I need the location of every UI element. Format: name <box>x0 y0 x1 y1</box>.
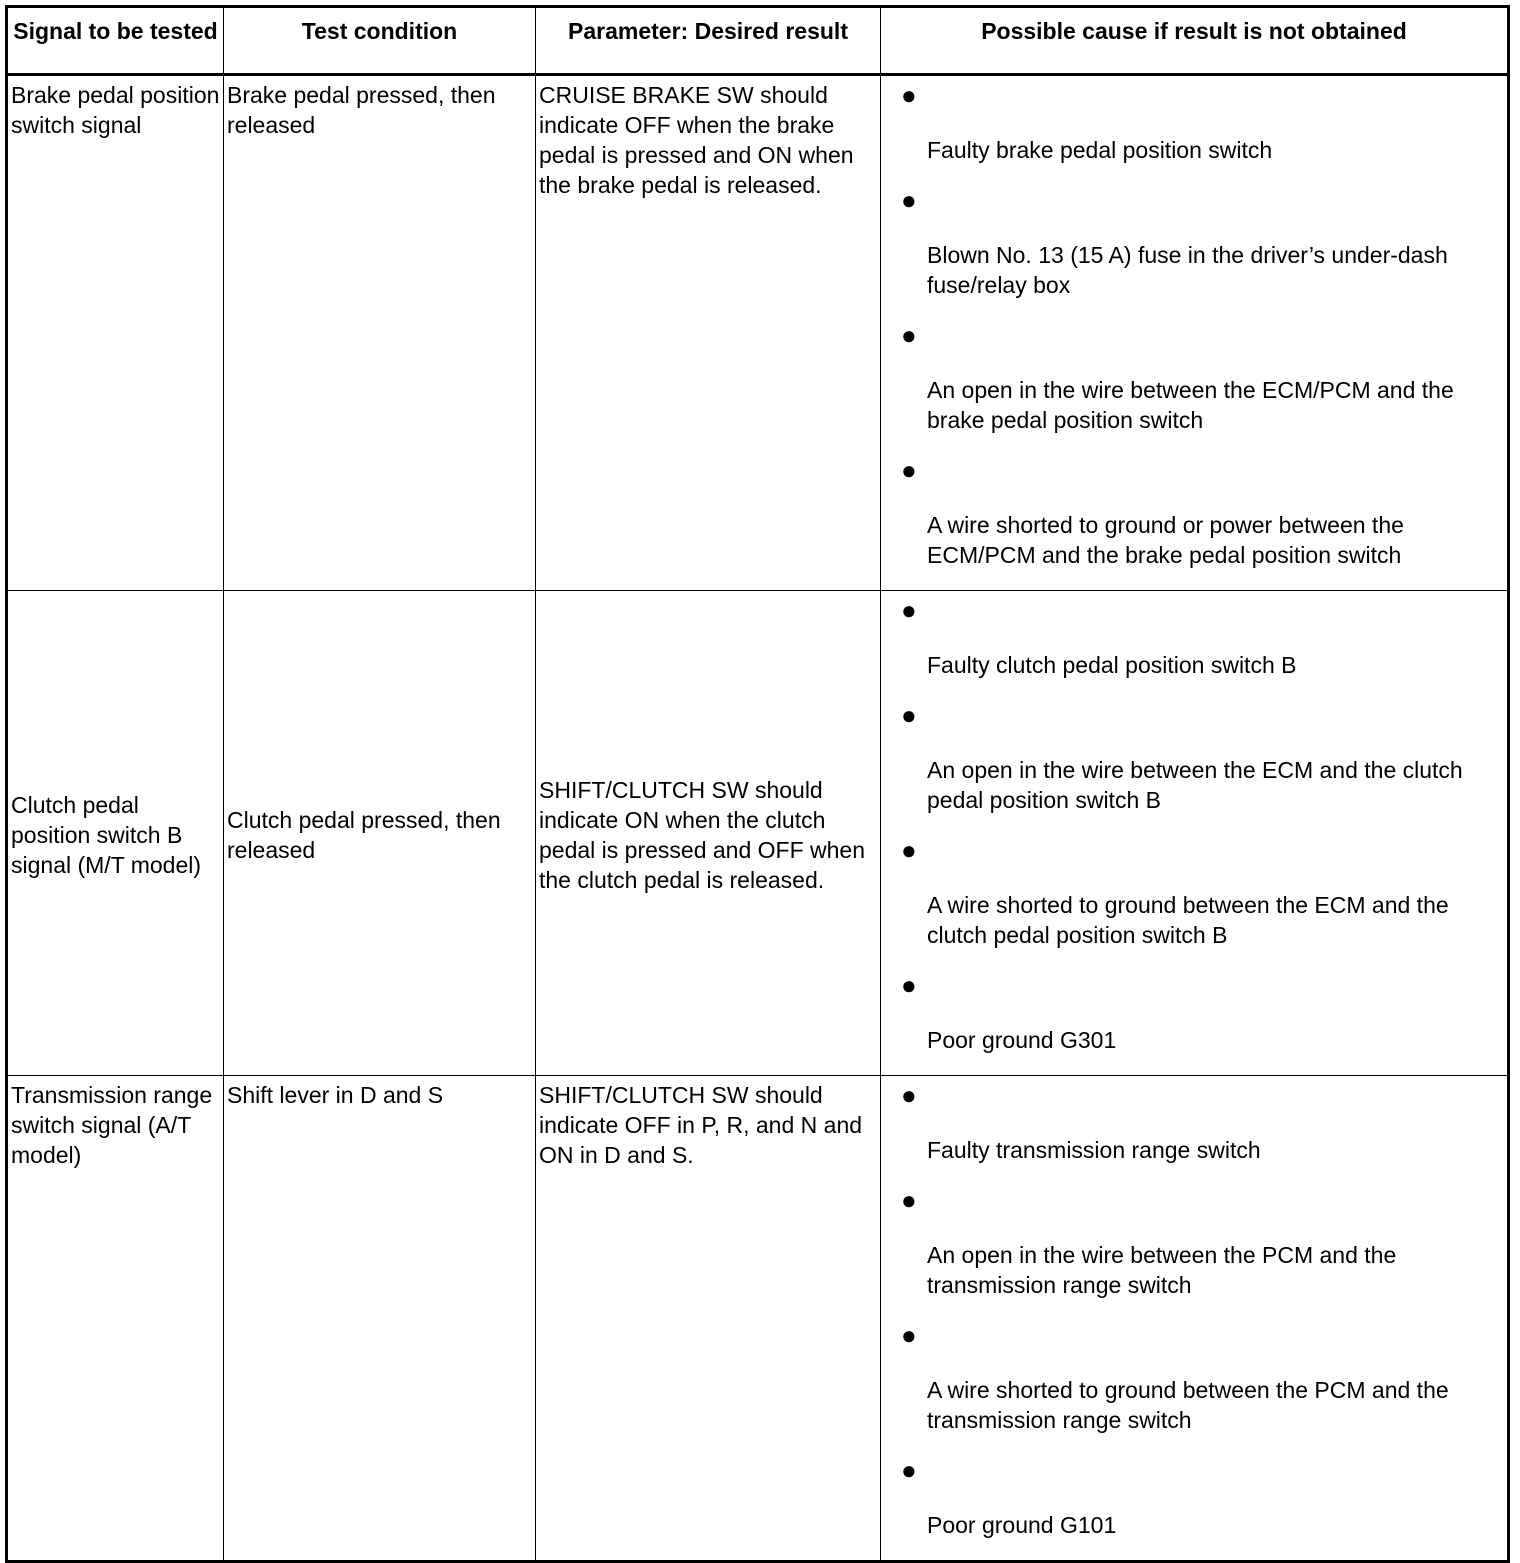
bullet-icon: ● <box>901 595 917 625</box>
cause-text: Faulty clutch pedal position switch B <box>927 652 1297 678</box>
header-signal: Signal to be tested <box>7 7 224 75</box>
cause-cell <box>881 75 1509 591</box>
header-condition: Test condition <box>224 7 536 75</box>
signal-cell: Brake pedal position switch signal <box>7 75 224 591</box>
signal-cell: Clutch pedal position switch B signal (M/T model) <box>7 591 224 1076</box>
cause-cell <box>881 1076 1509 1562</box>
cause-item <box>901 835 1504 950</box>
condition-cell: Clutch pedal pressed, then released <box>224 591 536 1076</box>
result-cell: CRUISE BRAKE SW should indicate OFF when the brake pedal is pressed and ON when the brake pedal is released. <box>536 75 881 591</box>
cause-text: Poor ground G101 <box>927 1512 1117 1538</box>
table-row <box>7 1076 1509 1562</box>
cause-item <box>901 700 1504 815</box>
cause-text: An open in the wire between the PCM and the transmission range switch <box>927 1242 1397 1298</box>
cause-item <box>901 595 1504 680</box>
bullet-icon: ● <box>901 80 917 110</box>
cause-item <box>901 185 1504 300</box>
cause-text: Faulty brake pedal position switch <box>927 137 1273 163</box>
header-result: Parameter: Desired result <box>536 7 881 75</box>
cause-item <box>901 1455 1504 1540</box>
bullet-icon: ● <box>901 970 917 1000</box>
condition-cell: Shift lever in D and S <box>224 1076 536 1562</box>
bullet-icon: ● <box>901 1185 917 1215</box>
bullet-icon: ● <box>901 320 917 350</box>
cause-text: A wire shorted to ground or power between the ECM/PCM and the brake pedal position switch <box>927 512 1404 568</box>
result-cell: SHIFT/CLUTCH SW should indicate OFF in P, R, and N and ON in D and S. <box>536 1076 881 1562</box>
cause-text: A wire shorted to ground between the ECM and the clutch pedal position switch B <box>927 892 1449 948</box>
cause-cell <box>881 591 1509 1076</box>
bullet-icon: ● <box>901 1080 917 1110</box>
cause-item <box>901 1080 1504 1165</box>
diagnostic-table <box>5 5 1510 1563</box>
bullet-icon: ● <box>901 1455 917 1485</box>
condition-cell: Brake pedal pressed, then released <box>224 75 536 591</box>
cause-text: An open in the wire between the ECM and the clutch pedal position switch B <box>927 757 1463 813</box>
cause-item <box>901 320 1504 435</box>
cause-item <box>901 1185 1504 1300</box>
table-row <box>7 75 1509 591</box>
cause-text: Faulty transmission range switch <box>927 1137 1261 1163</box>
cause-text: An open in the wire between the ECM/PCM and the brake pedal position switch <box>927 377 1454 433</box>
cause-item <box>901 1320 1504 1435</box>
cause-text: A wire shorted to ground between the PCM and the transmission range switch <box>927 1377 1449 1433</box>
signal-cell: Transmission range switch signal (A/T model) <box>7 1076 224 1562</box>
cause-text: Poor ground G301 <box>927 1027 1117 1053</box>
bullet-icon: ● <box>901 700 917 730</box>
bullet-icon: ● <box>901 455 917 485</box>
table-row <box>7 591 1509 1076</box>
cause-item <box>901 970 1504 1055</box>
bullet-icon: ● <box>901 185 917 215</box>
cause-item <box>901 455 1504 570</box>
bullet-icon: ● <box>901 835 917 865</box>
cause-item <box>901 80 1504 165</box>
header-row <box>7 7 1509 75</box>
bullet-icon: ● <box>901 1320 917 1350</box>
cause-text: Blown No. 13 (15 A) fuse in the driver’s under-dash fuse/relay box <box>927 242 1448 298</box>
result-cell: SHIFT/CLUTCH SW should indicate ON when the clutch pedal is pressed and OFF when the clutch pedal is released. <box>536 591 881 1076</box>
header-cause: Possible cause if result is not obtained <box>881 7 1509 75</box>
